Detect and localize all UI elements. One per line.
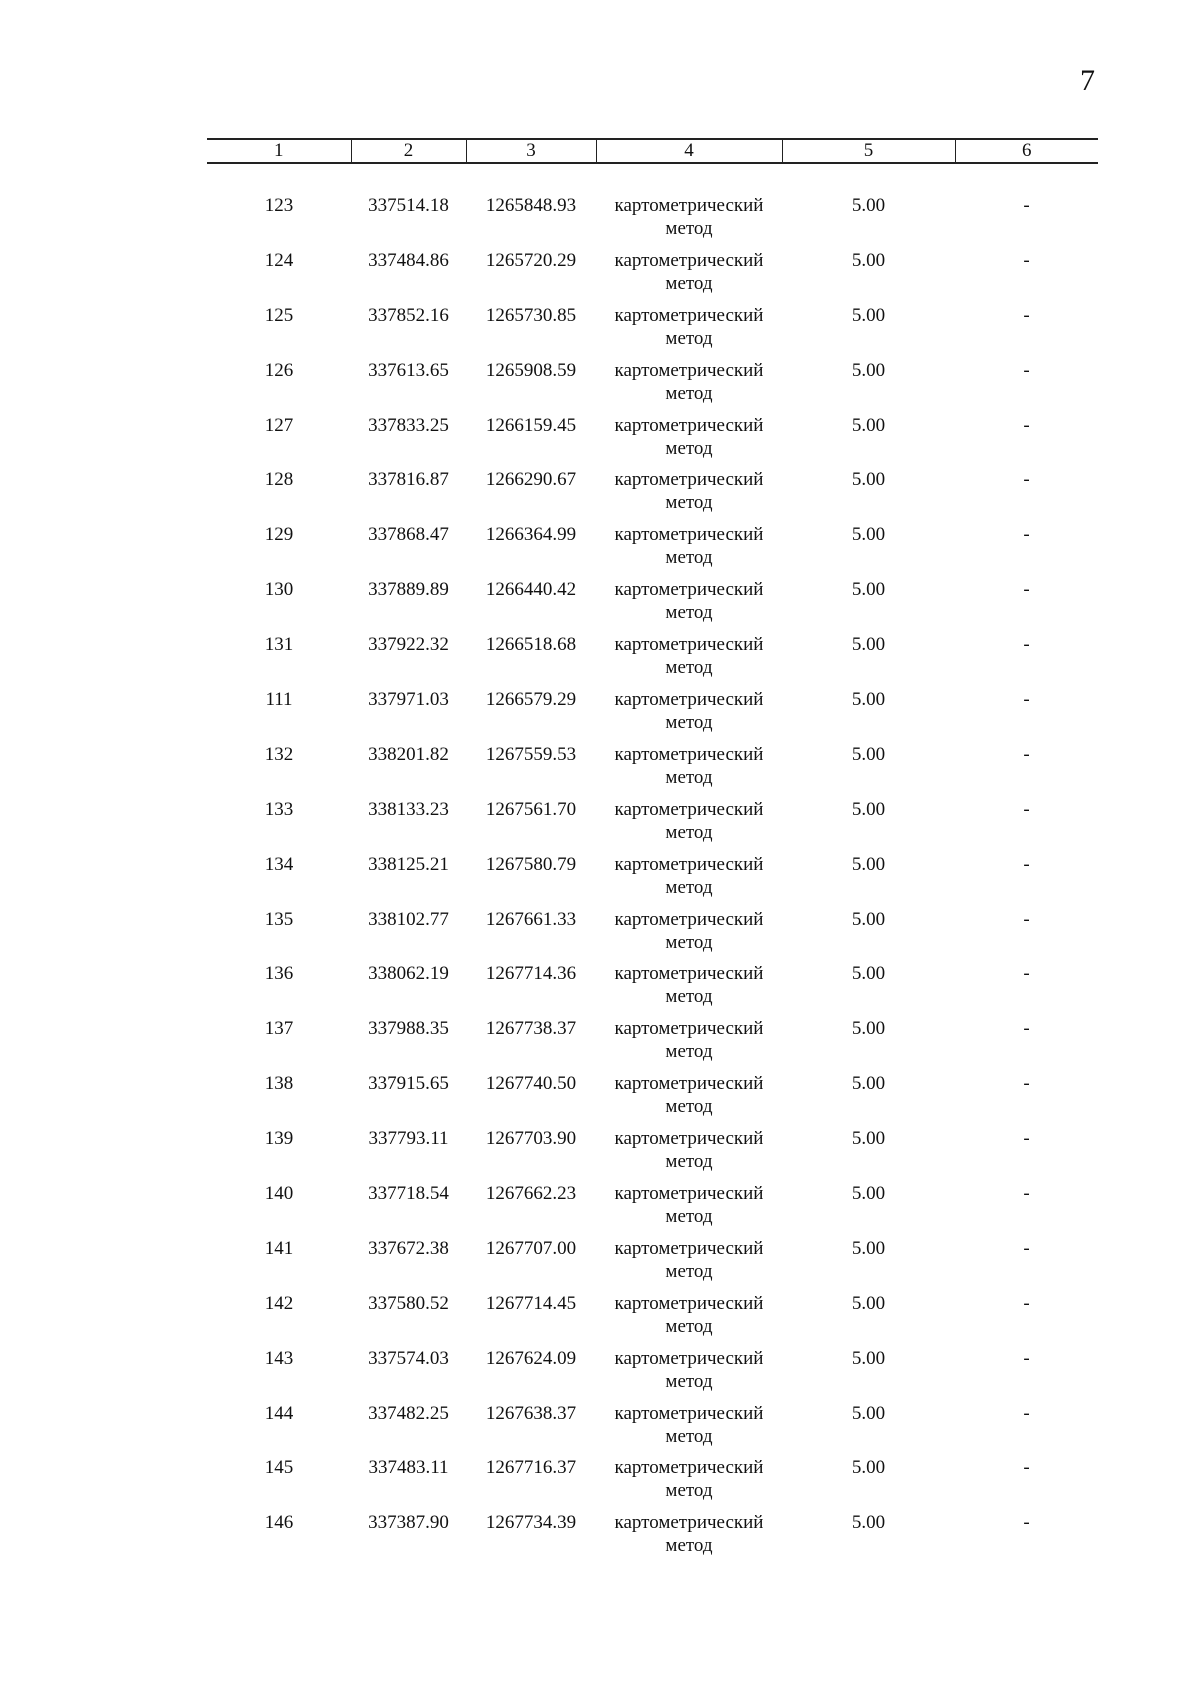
method-cell <box>596 1072 782 1118</box>
method-line-1: картометрический <box>614 1018 764 1040</box>
point-number: 145 <box>264 1457 294 1479</box>
coordinate-y: 1267580.79 <box>485 853 577 875</box>
coordinate-y: 1266364.99 <box>485 524 577 546</box>
coordinate-x: 337971.03 <box>368 689 449 711</box>
coordinate-y: 1267716.37 <box>485 1457 577 1479</box>
method-cell <box>596 1182 782 1228</box>
coordinate-y: 1267638.37 <box>485 1402 577 1424</box>
point-number: 130 <box>264 579 294 601</box>
column-header-row <box>207 139 1098 163</box>
table-row <box>207 1013 1098 1068</box>
table-row <box>207 410 1098 465</box>
method-line-1: картометрический <box>614 359 764 381</box>
point-number: 125 <box>264 304 294 326</box>
method-line-2: метод <box>665 1370 713 1392</box>
coordinate-x: 337672.38 <box>368 1237 449 1259</box>
coordinate-y: 1266290.67 <box>485 469 577 491</box>
method-cell <box>596 359 782 405</box>
coordinate-x: 338102.77 <box>368 908 449 930</box>
table-row <box>207 1178 1098 1233</box>
note-value: - <box>1023 1237 1030 1259</box>
table-row <box>207 1123 1098 1178</box>
coordinate-x: 337922.32 <box>368 634 449 656</box>
table-row <box>207 300 1098 355</box>
point-number: 139 <box>264 1128 294 1150</box>
method-line-2: метод <box>665 327 713 349</box>
note-value: - <box>1023 359 1030 381</box>
accuracy-value: 5.00 <box>851 524 886 546</box>
table-row <box>207 629 1098 684</box>
coordinate-y: 1266159.45 <box>485 414 577 436</box>
coordinate-x: 337613.65 <box>368 359 449 381</box>
point-number: 131 <box>264 634 294 656</box>
coordinate-y: 1267559.53 <box>485 743 577 765</box>
coordinate-y: 1265848.93 <box>485 195 577 216</box>
method-cell <box>596 743 782 789</box>
accuracy-value: 5.00 <box>851 743 886 765</box>
point-number: 146 <box>264 1512 294 1534</box>
method-cell <box>596 1127 782 1173</box>
note-value: - <box>1023 853 1030 875</box>
point-number: 128 <box>264 469 294 491</box>
coordinate-x: 337580.52 <box>368 1292 449 1314</box>
accuracy-value: 5.00 <box>851 908 886 930</box>
method-cell <box>596 1347 782 1393</box>
method-cell <box>596 578 782 624</box>
coordinate-x: 338201.82 <box>368 743 449 765</box>
accuracy-value: 5.00 <box>851 1512 886 1534</box>
accuracy-value: 5.00 <box>851 1402 886 1424</box>
method-line-1: картометрический <box>614 1183 764 1205</box>
method-cell <box>596 1456 782 1502</box>
coordinate-x: 337514.18 <box>368 195 449 216</box>
table-row <box>207 958 1098 1013</box>
method-line-1: картометрический <box>614 195 764 216</box>
method-line-1: картометрический <box>614 908 764 930</box>
table-row <box>207 1288 1098 1343</box>
note-value: - <box>1023 304 1030 326</box>
coordinate-y: 1266440.42 <box>485 579 577 601</box>
coordinate-x: 338062.19 <box>368 963 449 985</box>
coordinate-x: 337482.25 <box>368 1402 449 1424</box>
point-number: 136 <box>264 963 294 985</box>
accuracy-value: 5.00 <box>851 195 886 216</box>
accuracy-value: 5.00 <box>851 304 886 326</box>
method-line-2: метод <box>665 931 713 953</box>
method-line-1: картометрический <box>614 853 764 875</box>
table-row <box>207 684 1098 739</box>
coordinate-y: 1267703.90 <box>485 1128 577 1150</box>
coordinate-x: 337889.89 <box>368 579 449 601</box>
method-line-1: картометрический <box>614 1292 764 1314</box>
accuracy-value: 5.00 <box>851 359 886 381</box>
coordinate-y: 1267661.33 <box>485 908 577 930</box>
method-line-2: метод <box>665 712 713 734</box>
point-number: 135 <box>264 908 294 930</box>
method-cell <box>596 1511 782 1557</box>
method-line-1: картометрический <box>614 963 764 985</box>
method-cell <box>596 798 782 844</box>
method-line-2: метод <box>665 986 713 1008</box>
method-line-1: картометрический <box>614 579 764 601</box>
coordinate-x: 337988.35 <box>368 1018 449 1040</box>
coordinate-y: 1265730.85 <box>485 304 577 326</box>
method-cell <box>596 633 782 679</box>
method-line-2: метод <box>665 602 713 624</box>
method-line-2: метод <box>665 1535 713 1557</box>
method-cell <box>596 523 782 569</box>
method-line-1: картометрический <box>614 1512 764 1534</box>
note-value: - <box>1023 963 1030 985</box>
method-cell <box>596 249 782 295</box>
page-number: 7 <box>1080 64 1095 97</box>
coordinate-x: 337868.47 <box>368 524 449 546</box>
table-row <box>207 849 1098 904</box>
note-value: - <box>1023 469 1030 491</box>
point-number: 129 <box>264 524 294 546</box>
coordinate-y: 1267740.50 <box>485 1073 577 1095</box>
method-line-2: метод <box>665 876 713 898</box>
table-row <box>207 1398 1098 1453</box>
method-line-1: картометрический <box>614 798 764 820</box>
table-row <box>207 1343 1098 1398</box>
method-line-2: метод <box>665 1315 713 1337</box>
coordinate-y: 1265720.29 <box>485 249 577 271</box>
coordinate-x: 337484.86 <box>368 249 449 271</box>
table-row <box>207 519 1098 574</box>
coordinate-x: 337483.11 <box>368 1457 449 1479</box>
column-header-1: 1 <box>207 139 351 163</box>
table-row <box>207 1068 1098 1123</box>
point-number: 134 <box>264 853 294 875</box>
column-header-6: 6 <box>955 139 1098 163</box>
note-value: - <box>1023 1402 1030 1424</box>
accuracy-value: 5.00 <box>851 963 886 985</box>
method-line-1: картометрический <box>614 524 764 546</box>
column-header-2: 2 <box>351 139 466 163</box>
accuracy-value: 5.00 <box>851 1073 886 1095</box>
note-value: - <box>1023 1512 1030 1534</box>
method-line-2: метод <box>665 1206 713 1228</box>
point-number: 124 <box>264 249 294 271</box>
point-number: 138 <box>264 1073 294 1095</box>
coordinate-x: 337816.87 <box>368 469 449 491</box>
note-value: - <box>1023 414 1030 436</box>
note-value: - <box>1023 1183 1030 1205</box>
method-cell <box>596 962 782 1008</box>
accuracy-value: 5.00 <box>851 1457 886 1479</box>
coordinate-x: 337387.90 <box>368 1512 449 1534</box>
table-row <box>207 464 1098 519</box>
table-row <box>207 1507 1098 1562</box>
note-value: - <box>1023 195 1030 216</box>
method-line-1: картометрический <box>614 1457 764 1479</box>
note-value: - <box>1023 249 1030 271</box>
method-line-1: картометрический <box>614 743 764 765</box>
method-cell <box>596 908 782 954</box>
accuracy-value: 5.00 <box>851 1128 886 1150</box>
method-line-1: картометрический <box>614 689 764 711</box>
accuracy-value: 5.00 <box>851 798 886 820</box>
method-line-2: метод <box>665 821 713 843</box>
coordinate-x: 338125.21 <box>368 853 449 875</box>
table-row <box>207 355 1098 410</box>
coordinate-y: 1266518.68 <box>485 634 577 656</box>
coordinate-x: 337574.03 <box>368 1347 449 1369</box>
method-line-1: картометрический <box>614 414 764 436</box>
point-number: 137 <box>264 1018 294 1040</box>
accuracy-value: 5.00 <box>851 579 886 601</box>
method-line-1: картометрический <box>614 469 764 491</box>
point-number: 111 <box>265 689 293 711</box>
note-value: - <box>1023 1018 1030 1040</box>
table-row <box>207 1233 1098 1288</box>
method-line-1: картометрический <box>614 1402 764 1424</box>
method-line-1: картометрический <box>614 304 764 326</box>
coordinate-x: 337718.54 <box>368 1183 449 1205</box>
method-cell <box>596 1292 782 1338</box>
coordinate-y: 1266579.29 <box>485 689 577 711</box>
method-cell <box>596 468 782 514</box>
method-line-1: картометрический <box>614 1128 764 1150</box>
method-line-2: метод <box>665 1480 713 1502</box>
coordinate-x: 338133.23 <box>368 798 449 820</box>
method-line-1: картометрический <box>614 249 764 271</box>
column-header-table <box>207 138 1098 164</box>
accuracy-value: 5.00 <box>851 249 886 271</box>
coordinate-y: 1267561.70 <box>485 798 577 820</box>
note-value: - <box>1023 798 1030 820</box>
method-line-1: картометрический <box>614 634 764 656</box>
method-line-2: метод <box>665 1096 713 1118</box>
method-cell <box>596 414 782 460</box>
method-line-2: метод <box>665 1425 713 1447</box>
coordinate-y: 1267662.23 <box>485 1183 577 1205</box>
accuracy-value: 5.00 <box>851 853 886 875</box>
column-header-3: 3 <box>466 139 596 163</box>
method-cell <box>596 1017 782 1063</box>
coordinate-y: 1267714.45 <box>485 1292 577 1314</box>
method-line-1: картометрический <box>614 1347 764 1369</box>
coordinate-x: 337915.65 <box>368 1073 449 1095</box>
column-header-5: 5 <box>782 139 955 163</box>
note-value: - <box>1023 1128 1030 1150</box>
method-cell <box>596 194 782 240</box>
note-value: - <box>1023 1073 1030 1095</box>
coordinate-x: 337852.16 <box>368 304 449 326</box>
table-row <box>207 190 1098 245</box>
table-row <box>207 1452 1098 1507</box>
note-value: - <box>1023 1292 1030 1314</box>
method-line-2: метод <box>665 1260 713 1282</box>
note-value: - <box>1023 634 1030 656</box>
coordinate-y: 1267714.36 <box>485 963 577 985</box>
point-number: 144 <box>264 1402 294 1424</box>
table-row <box>207 245 1098 300</box>
accuracy-value: 5.00 <box>851 1183 886 1205</box>
method-line-2: метод <box>665 437 713 459</box>
note-value: - <box>1023 1347 1030 1369</box>
method-line-2: метод <box>665 492 713 514</box>
method-cell <box>596 688 782 734</box>
coordinate-x: 337793.11 <box>368 1128 449 1150</box>
method-line-2: метод <box>665 547 713 569</box>
method-line-2: метод <box>665 1151 713 1173</box>
accuracy-value: 5.00 <box>851 469 886 491</box>
coordinate-y: 1267734.39 <box>485 1512 577 1534</box>
note-value: - <box>1023 579 1030 601</box>
coordinates-table-body <box>207 190 1098 1562</box>
method-line-2: метод <box>665 766 713 788</box>
table-row <box>207 739 1098 794</box>
method-line-2: метод <box>665 1041 713 1063</box>
accuracy-value: 5.00 <box>851 1347 886 1369</box>
point-number: 127 <box>264 414 294 436</box>
table-row <box>207 574 1098 629</box>
method-line-1: картометрический <box>614 1237 764 1259</box>
table-row <box>207 904 1098 959</box>
note-value: - <box>1023 1457 1030 1479</box>
point-number: 123 <box>264 195 294 216</box>
point-number: 140 <box>264 1183 294 1205</box>
table-row <box>207 794 1098 849</box>
point-number: 126 <box>264 359 294 381</box>
column-header-4: 4 <box>596 139 782 163</box>
coordinate-y: 1267738.37 <box>485 1018 577 1040</box>
point-number: 132 <box>264 743 294 765</box>
method-cell <box>596 1237 782 1283</box>
method-line-1: картометрический <box>614 1073 764 1095</box>
note-value: - <box>1023 689 1030 711</box>
accuracy-value: 5.00 <box>851 1292 886 1314</box>
method-cell <box>596 853 782 899</box>
accuracy-value: 5.00 <box>851 634 886 656</box>
coordinate-y: 1267707.00 <box>485 1237 577 1259</box>
point-number: 133 <box>264 798 294 820</box>
method-cell <box>596 304 782 350</box>
coordinate-y: 1267624.09 <box>485 1347 577 1369</box>
note-value: - <box>1023 908 1030 930</box>
accuracy-value: 5.00 <box>851 1237 886 1259</box>
note-value: - <box>1023 524 1030 546</box>
accuracy-value: 5.00 <box>851 414 886 436</box>
method-line-2: метод <box>665 657 713 679</box>
method-line-2: метод <box>665 218 713 239</box>
accuracy-value: 5.00 <box>851 1018 886 1040</box>
method-line-2: метод <box>665 382 713 404</box>
coordinate-x: 337833.25 <box>368 414 449 436</box>
accuracy-value: 5.00 <box>851 689 886 711</box>
point-number: 141 <box>264 1237 294 1259</box>
point-number: 143 <box>264 1347 294 1369</box>
method-line-2: метод <box>665 272 713 294</box>
coordinate-y: 1265908.59 <box>485 359 577 381</box>
note-value: - <box>1023 743 1030 765</box>
method-cell <box>596 1402 782 1448</box>
point-number: 142 <box>264 1292 294 1314</box>
